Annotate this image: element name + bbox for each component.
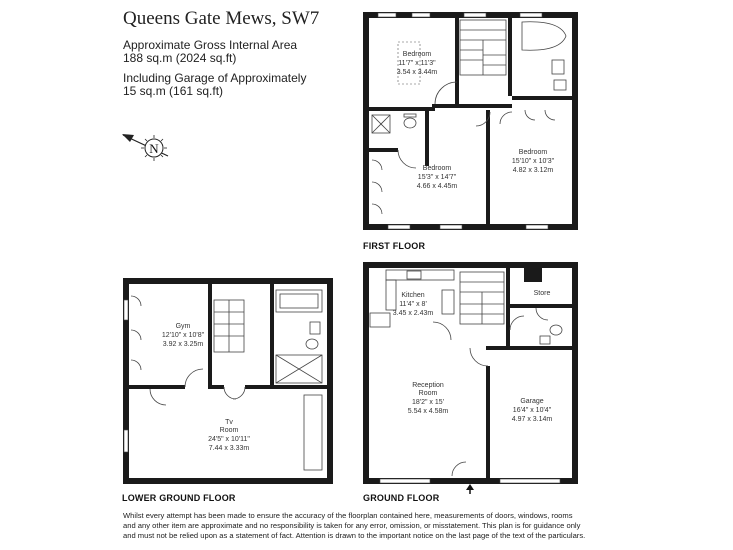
first-floor-label: FIRST FLOOR [363,241,426,251]
room-size-metric: 4.97 x 3.14m [511,416,553,423]
room-size-metric: 3.54 x 3.44m [396,69,438,76]
disclaimer-line: and must not be relied upon as a statement of fact. Attention is drawn to the important notice on the last page of the text of the particulars. [123,531,586,540]
room-name-line2: Room [418,390,438,397]
garage-area-label: Including Garage of Approximately [123,71,307,85]
room-size-imperial: 15'10" x 10'3" [511,158,555,165]
room-size-imperial: 11'4" x 8' [399,301,427,308]
room-name: Tv [225,419,233,426]
room-size-metric: 3.45 x 2.43m [392,310,434,317]
page-title: Queens Gate Mews, SW7 [123,8,320,29]
room-size-imperial: 18'2" x 15' [411,399,445,406]
north-arrow-icon [122,134,168,161]
compass-label: N [149,141,159,156]
ground-floor-label: GROUND FLOOR [363,493,440,503]
room-name-line2: Room [219,427,239,434]
ground-floor-plan [363,262,578,494]
disclaimer-line: Whilst every attempt has been made to ensure the accuracy of the floorplan contained here, measurements of doors, windows, rooms [123,511,573,520]
room-size-imperial: 11'7" x 11'3" [398,60,436,67]
room-size-metric: 3.92 x 3.25m [162,341,204,348]
lower-ground-floor-plan [123,278,333,484]
room-size-metric: 7.44 x 3.33m [208,445,250,452]
room-size-imperial: 12'10" x 10'8" [161,332,205,339]
room-size-metric: 5.54 x 4.58m [407,408,449,415]
garage-area-value: 15 sq.m (161 sq.ft) [123,84,224,98]
room-name: Bedroom [422,165,452,172]
lower-ground-floor-label: LOWER GROUND FLOOR [122,493,236,503]
room-name: Garage [520,398,544,405]
room-size-imperial: 15'3" x 14'7" [417,174,457,181]
room-size-metric: 4.82 x 3.12m [512,167,554,174]
room-name: Gym [175,323,191,330]
area-label: Approximate Gross Internal Area [123,38,298,52]
room-size-imperial: 24'5" x 10'11" [208,436,250,443]
room-name: Kitchen [401,292,425,299]
first-floor-plan [363,12,578,230]
area-value: 188 sq.m (2024 sq.ft) [123,51,237,65]
room-name: Store [533,290,551,297]
room-name: Reception [412,382,444,389]
room-size-metric: 4.66 x 4.45m [416,183,458,190]
room-size-imperial: 16'4" x 10'4" [512,407,552,414]
room-name: Bedroom [402,51,432,58]
room-name: Bedroom [518,149,548,156]
disclaimer-line: and any other item are approximate and no responsibility is taken for any error, omission, or misstatement. This plan is for guidance only [123,521,581,530]
